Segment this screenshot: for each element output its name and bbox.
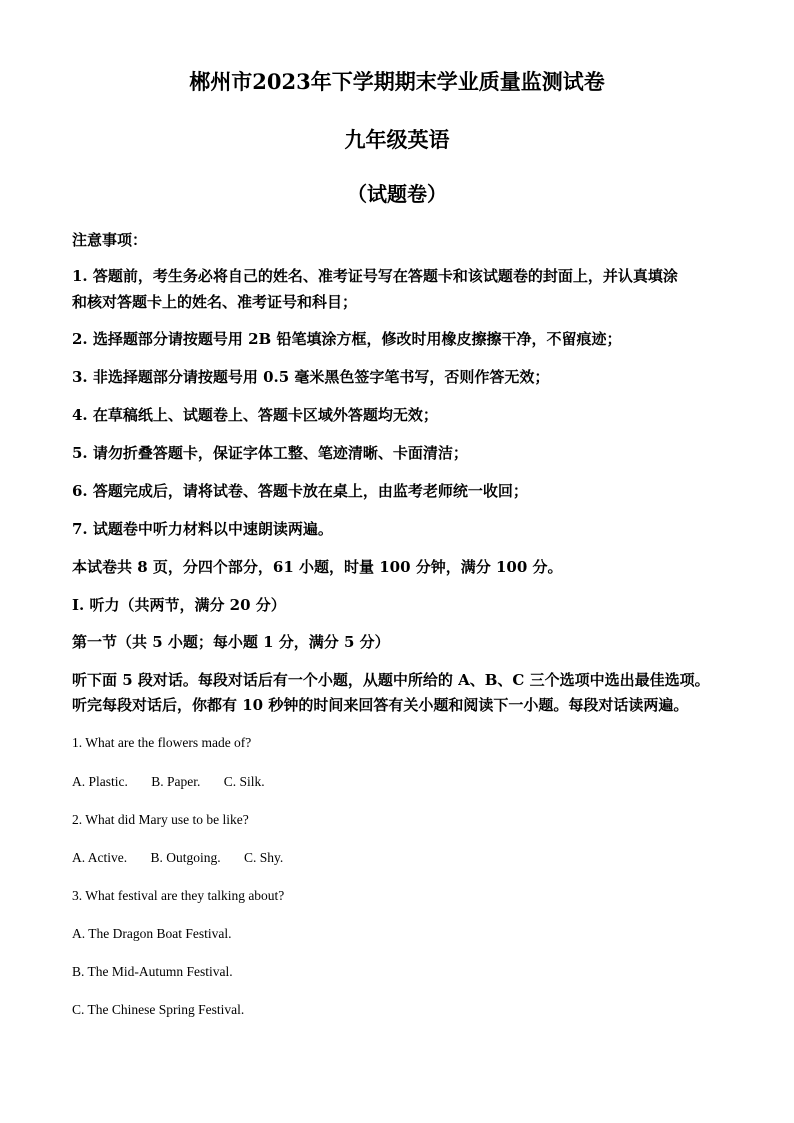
question-3-option-b: B. The Mid-Autumn Festival. — [72, 964, 233, 979]
question-2-options — [72, 849, 732, 867]
notice-item-6: 6. 答题完成后，请将试卷、答题卡放在桌上，由监考老师统一收回； — [72, 482, 528, 500]
instructions-line-1: 听下面 5 段对话。每段对话后有一个小题，从题中所给的 A、B、C 三个选项中选出最佳选项。 — [72, 671, 710, 689]
option-b: B. Paper. — [151, 774, 201, 789]
question-1-options — [72, 773, 732, 791]
question-1-stem: 1. What are the flowers made of? — [72, 735, 252, 750]
question-2-stem: 2. What did Mary use to be like? — [72, 812, 249, 827]
option-a: A. Plastic. — [72, 774, 128, 789]
part-title: 第一节（共 5 小题；每小题 1 分，满分 5 分） — [72, 633, 390, 651]
notice-item-4: 4. 在草稿纸上、试题卷上、答题卡区域外答题均无效； — [72, 406, 438, 424]
paper-summary: 本试卷共 8 页，分四个部分，61 小题，时量 100 分钟，满分 100 分。 — [72, 558, 563, 576]
exam-title: 郴州市2023年下学期期末学业质量监测试卷 — [189, 69, 605, 94]
question-3-stem: 3. What festival are they talking about? — [72, 888, 285, 903]
instructions-line-2: 听完每段对话后，你都有 10 秒钟的时间来回答有关小题和阅读下一小题。每段对话读两遍。 — [72, 696, 689, 714]
notice-item-3: 3. 非选择题部分请按题号用 0.5 毫米黑色签字笔书写，否则作答无效； — [72, 368, 550, 386]
notice-item-2: 2. 选择题部分请按题号用 2B 铅笔填涂方框，修改时用橡皮擦擦干净，不留痕迹； — [72, 330, 622, 348]
question-3-option-a: A. The Dragon Boat Festival. — [72, 926, 232, 941]
option-c: C. Shy. — [244, 850, 284, 865]
paper-type: （试题卷） — [347, 182, 447, 206]
notice-item-1: 1. 答题前，考生务必将自己的姓名、准考证号写在答题卡和该试题卷的封面上，并认真填涂 — [72, 267, 678, 285]
question-3-option-c: C. The Chinese Spring Festival. — [72, 1002, 245, 1017]
section-title: Ⅰ. 听力（共两节，满分 20 分） — [72, 596, 286, 614]
notice-heading: 注意事项： — [72, 231, 148, 249]
exam-subject: 九年级英语 — [344, 127, 450, 152]
notice-item-7: 7. 试题卷中听力材料以中速朗读两遍。 — [72, 520, 333, 538]
option-c: C. Silk. — [223, 774, 265, 789]
option-a: A. Active. — [72, 850, 128, 865]
notice-item-5: 5. 请勿折叠答题卡，保证字体工整、笔迹清晰、卡面清洁； — [72, 444, 468, 462]
option-b: B. Outgoing. — [150, 850, 221, 865]
notice-item-1-cont: 和核对答题卡上的姓名、准考证号和科目； — [72, 293, 358, 311]
